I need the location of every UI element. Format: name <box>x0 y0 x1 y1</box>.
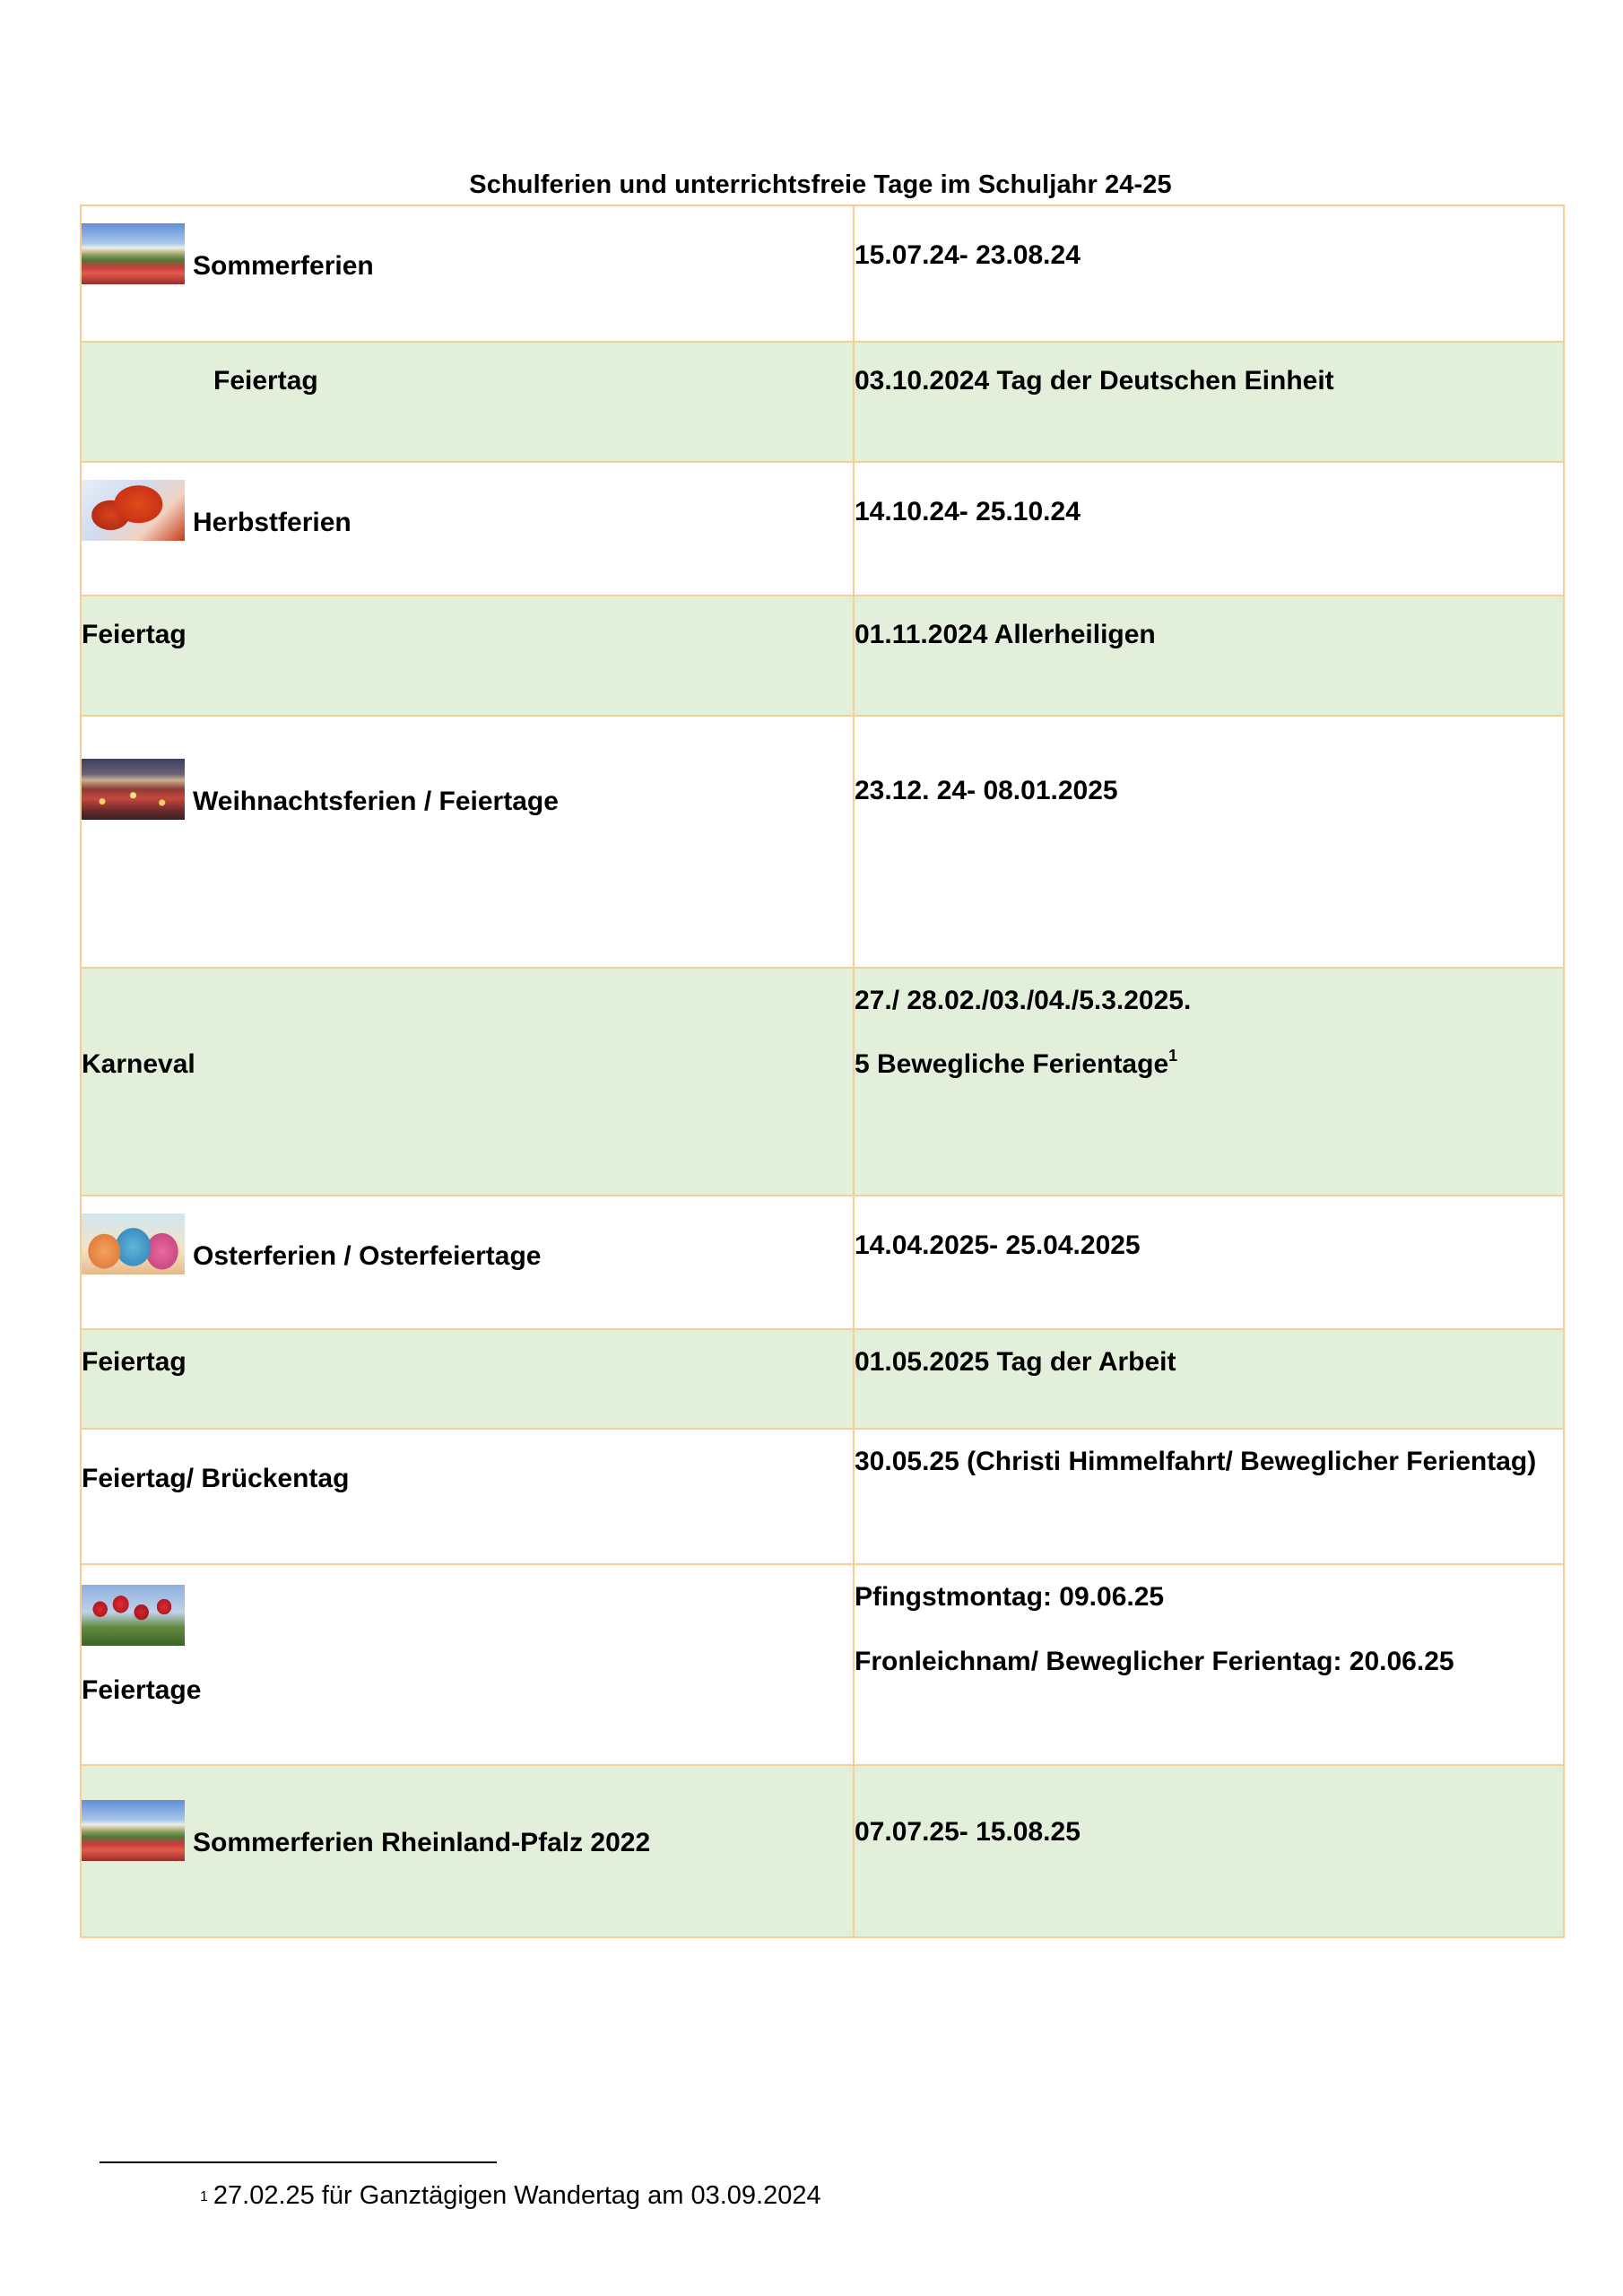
row-date <box>855 1019 1563 1083</box>
row-date-text: 5 Bewegliche Ferientage <box>855 1049 1169 1079</box>
row-dates-cell <box>854 342 1564 462</box>
row-label: Feiertage <box>82 1675 202 1705</box>
summer-landscape-image <box>82 223 185 284</box>
row-dates-cell <box>854 596 1564 716</box>
footnote-separator <box>100 2161 497 2163</box>
row-date: 03.10.2024 Tag der Deutschen Einheit <box>855 366 1334 396</box>
row-label-cell <box>81 716 854 968</box>
footnote-mark: 1 <box>200 2189 208 2205</box>
row-date: 27./ 28.02./03./04./5.3.2025. <box>855 986 1192 1015</box>
row-dates-cell <box>854 716 1564 968</box>
row-label: Weihnachtsferien / Feiertage <box>193 787 559 816</box>
holiday-table <box>80 204 1565 1938</box>
autumn-leaf-image <box>82 480 185 541</box>
row-dates-cell <box>854 1196 1564 1329</box>
footnote <box>200 2179 821 2212</box>
row-date: 14.04.2025- 25.04.2025 <box>855 1231 1141 1260</box>
footnote-reference[interactable]: 1 <box>1168 1047 1178 1065</box>
document-title: Schulferien und unterrichtsfreie Tage im Schuljahr 24-25 <box>469 170 1172 199</box>
row-label-cell <box>81 462 854 596</box>
row-date: 07.07.25- 15.08.25 <box>855 1817 1081 1847</box>
row-label-cell <box>81 1765 854 1937</box>
table-row <box>81 716 1564 968</box>
row-label: Sommerferien <box>193 251 374 281</box>
table-row <box>81 1564 1564 1765</box>
row-label-cell <box>81 968 854 1196</box>
row-label-cell <box>81 1429 854 1564</box>
table-row <box>81 1429 1564 1564</box>
table-row <box>81 1765 1564 1937</box>
table-row <box>81 1329 1564 1429</box>
table-row <box>81 1196 1564 1329</box>
summer-landscape-image <box>82 1800 185 1861</box>
row-date: 01.11.2024 Allerheiligen <box>855 620 1156 649</box>
row-dates-cell <box>854 205 1564 342</box>
footnote-text: 27.02.25 für Ganztägigen Wandertag am 03.09.2024 <box>213 2181 821 2210</box>
row-dates-cell <box>854 968 1564 1196</box>
row-label: Feiertag <box>213 366 318 396</box>
easter-eggs-image <box>82 1213 185 1274</box>
row-label: Feiertag/ Brückentag <box>82 1464 350 1493</box>
row-label-cell <box>81 1196 854 1329</box>
row-date: 14.10.24- 25.10.24 <box>855 497 1081 526</box>
row-dates-cell <box>854 1429 1564 1564</box>
row-dates-cell <box>854 1564 1564 1765</box>
tulips-image <box>82 1585 185 1646</box>
row-label: Sommerferien Rheinland-Pfalz 2022 <box>193 1828 651 1857</box>
row-date: 01.05.2025 Tag der Arbeit <box>855 1347 1176 1377</box>
row-dates-cell <box>854 462 1564 596</box>
row-label-cell <box>81 1564 854 1765</box>
row-date: 15.07.24- 23.08.24 <box>855 240 1081 270</box>
row-date: 30.05.25 (Christi Himmelfahrt/ Beweglicher Ferientag) <box>855 1447 1537 1476</box>
row-date: 23.12. 24- 08.01.2025 <box>855 776 1118 805</box>
row-label-cell <box>81 342 854 462</box>
table-row <box>81 462 1564 596</box>
row-date: Pfingstmontag: 09.06.25 <box>855 1582 1165 1612</box>
row-label: Herbstferien <box>193 508 352 537</box>
table-row <box>81 342 1564 462</box>
row-label-cell <box>81 596 854 716</box>
row-label: Karneval <box>82 1049 195 1079</box>
table-row <box>81 596 1564 716</box>
row-label-cell <box>81 205 854 342</box>
row-label-cell <box>81 1329 854 1429</box>
row-label: Osterferien / Osterfeiertage <box>193 1241 542 1271</box>
row-dates-cell <box>854 1765 1564 1937</box>
table-row <box>81 205 1564 342</box>
row-label: Feiertag <box>82 1347 187 1377</box>
table-row <box>81 968 1564 1196</box>
row-dates-cell <box>854 1329 1564 1429</box>
row-label: Feiertag <box>82 620 187 649</box>
christmas-market-image <box>82 759 185 820</box>
row-date: Fronleichnam/ Beweglicher Ferientag: 20.06.25 <box>855 1647 1454 1676</box>
